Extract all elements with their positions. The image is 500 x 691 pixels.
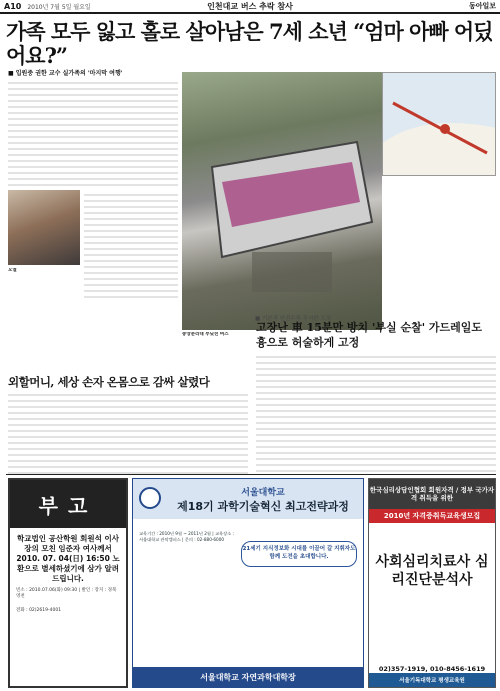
accident-map [382,72,496,176]
article-body-mid [8,390,248,474]
psy-ad-top: 한국심리상담인협회 회원자격 / 정부 국가자격 취득을 위한 [369,479,495,509]
article-kicker: ■ 기본적 안전수칙 무시한 人災 [255,316,332,322]
article-subhead: ■ 입원중 권한 교수 실가족의 '마지막 여행' [8,70,123,77]
snu-ad-body: 교육기간 : 2010년 9월 ~ 2011년 2월 | 교육장소 : 서울대학교 관악캠퍼스 | 문의 : 02-880-6000 [139,531,234,542]
obituary-details: 빈소 : 2010.07.06(화) 09:30 | 발인 : 장지 : 경북 영천 [16,588,117,599]
obituary-message: 학교법인 공산학원 회원석 이사장의 모친 임준자 여사께서 2010. 07. 04(日) 16:50 노환으로 별세하셨기에 삼가 알려드립니다. [16,534,120,583]
article-body-left [8,78,178,186]
section-title: 인천대교 버스 추락 참사 [207,1,293,11]
university-emblem-icon [139,487,161,509]
issue-date: 2010년 7월 5일 월요일 [27,3,91,11]
psy-ad-band: 2010년 자격증취득교육생모집 [369,509,495,523]
snu-ad-header [133,479,363,519]
article-title-mid: 외할머니, 세상 손자 온몸으로 감싸 살렸다 [8,375,210,389]
snu-ad-title-main: 제18기 과학기술혁신 최고전략과정 [177,499,349,513]
page-number: A10 [4,1,22,11]
article-body-left-2 [84,190,178,300]
psychology-course-ad [368,478,496,688]
snu-ad-title-small: 서울대학교 [241,487,285,498]
snu-ad-footer: 서울대학교 자연과학대학장 [133,667,363,687]
main-headline: 가족 모두 잃고 홀로 살아남은 7세 소년 “엄마 아빠 어딨어요?” [6,19,493,68]
obituary-ad [8,478,128,688]
bus-crash-photo [182,72,382,330]
psy-ad-footer: 서울기독대학교 평생교육원 [369,673,495,687]
section-divider [6,474,496,475]
obituary-contact: 전화 : 02)2619-4001 [16,608,62,613]
article-body-right [256,352,496,472]
article-title-right: 고장난 車 15분만 방치 '부실 순찰' 가드레일도 흉으로 허술하게 고정 [256,321,483,349]
photo-caption-girl: 오열 [8,268,17,273]
obituary-title: 부고 [10,480,126,528]
photo-caption-bus: 중앙분리대 부딪친 버스 [182,332,229,337]
psy-ad-phone: 02)357-1919, 010-8456-1619 [378,665,486,673]
newspaper-name: 동아일보 [468,2,496,10]
psy-ad-headline: 사회심리치료사 심리진단분석사 [375,554,489,588]
mourner-photo [8,190,80,265]
page-header [0,0,500,14]
snu-ad-slogan: 21세기 지식정보화 시대를 이끌어 갈 지휘자도 함께 도전을 초대합니다. [241,541,357,567]
snu-program-ad [132,478,364,688]
